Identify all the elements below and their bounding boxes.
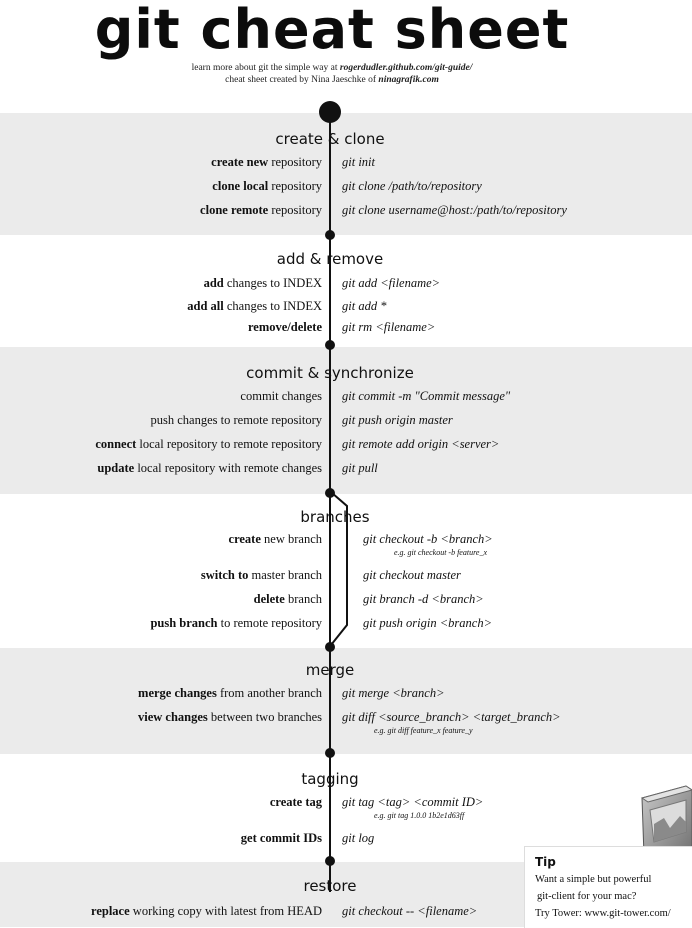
command-text: git checkout -b <branch> <box>363 532 493 546</box>
section-title-branches: branches <box>300 508 370 526</box>
command-row: connect local repository to remote repository git remote add origin <server> <box>95 437 500 451</box>
command-text: git commit -m "Commit message" <box>342 389 511 403</box>
command-text: git remote add origin <server> <box>342 437 500 451</box>
command-text: git push origin <branch> <box>363 616 493 630</box>
command-text: git clone username@host:/path/to/repository <box>342 203 567 217</box>
section-title-create-clone: create & clone <box>275 130 385 148</box>
section-title-merge: merge <box>305 661 355 679</box>
command-text: git add <filename> <box>342 276 441 290</box>
command-row: commit changes git commit -m "Commit message" <box>240 389 511 403</box>
command-text: git push origin master <box>342 413 453 427</box>
tip-box <box>524 846 692 928</box>
command-row: create tag git tag <tag> <commit ID> <box>269 795 484 809</box>
command-row: push branch to remote repository git push origin <branch> <box>150 616 493 630</box>
intro-line-2: cheat sheet created by Nina Jaeschke of ninagrafik.com <box>225 75 439 85</box>
command-text: git init <box>342 155 375 169</box>
command-text: git clone /path/to/repository <box>342 179 482 193</box>
command-row: add changes to INDEX git add <filename> <box>203 276 441 290</box>
command-row: replace working copy with latest from HEAD git checkout -- <filename> <box>91 904 478 918</box>
command-text: git add * <box>342 299 387 313</box>
command-row: switch to master branch git checkout master <box>200 568 461 582</box>
intro-line-1: learn more about git the simple way at rogerdudler.github.com/git-guide/ <box>191 63 473 73</box>
author-link[interactable]: ninagrafik.com <box>378 75 439 85</box>
example-text: e.g. git diff feature_x feature_y <box>374 726 473 735</box>
command-row: merge changes from another branch git merge <branch> <box>138 686 445 700</box>
command-row: get commit IDs git log <box>240 831 375 845</box>
command-text: git checkout -- <filename> <box>342 904 478 918</box>
command-row: view changes between two branches git diff <source_branch> <target_branch> <box>138 710 561 724</box>
example-text: e.g. git tag 1.0.0 1b2e1d63ff <box>374 811 465 820</box>
command-row: update local repository with remote changes git pull <box>97 461 378 475</box>
command-text: git log <box>342 831 375 845</box>
command-row: add all changes to INDEX git add * <box>187 299 387 313</box>
tip-link[interactable]: Try Tower: www.git-tower.com/ <box>535 908 671 919</box>
example-text: e.g. git checkout -b feature_x <box>394 548 487 557</box>
command-row: delete branch git branch -d <branch> <box>253 592 484 606</box>
command-text: git rm <filename> <box>342 320 436 334</box>
command-text: git merge <branch> <box>342 686 445 700</box>
guide-link[interactable]: rogerdudler.github.com/git-guide/ <box>339 63 473 73</box>
command-text: git diff <source_branch> <target_branch> <box>342 710 561 724</box>
command-row: clone remote repository git clone username@host:/path/to/repository <box>200 203 567 217</box>
command-text: git tag <tag> <commit ID> <box>342 795 484 809</box>
command-row: create new repository git init <box>211 155 375 169</box>
command-row: remove/delete git rm <filename> <box>247 320 436 334</box>
command-text: git checkout master <box>363 568 461 582</box>
command-row: create new branch git checkout -b <branch> <box>228 532 493 546</box>
section-title-restore: restore <box>303 877 357 895</box>
command-text: git branch -d <branch> <box>363 592 484 606</box>
tip-line: git-client for your mac? <box>537 891 637 902</box>
page-title: git cheat sheet <box>94 0 570 61</box>
section-title-add-remove: add & remove <box>276 250 384 268</box>
section-title-commit-sync: commit & synchronize <box>246 364 414 382</box>
command-row: clone local repository git clone /path/to/repository <box>212 179 482 193</box>
tip-line: Want a simple but powerful <box>535 874 652 885</box>
command-text: git pull <box>342 461 378 475</box>
command-row: push changes to remote repository git push origin master <box>150 413 453 427</box>
tip-title: Tip <box>535 855 556 869</box>
section-title-tagging: tagging <box>301 770 359 788</box>
